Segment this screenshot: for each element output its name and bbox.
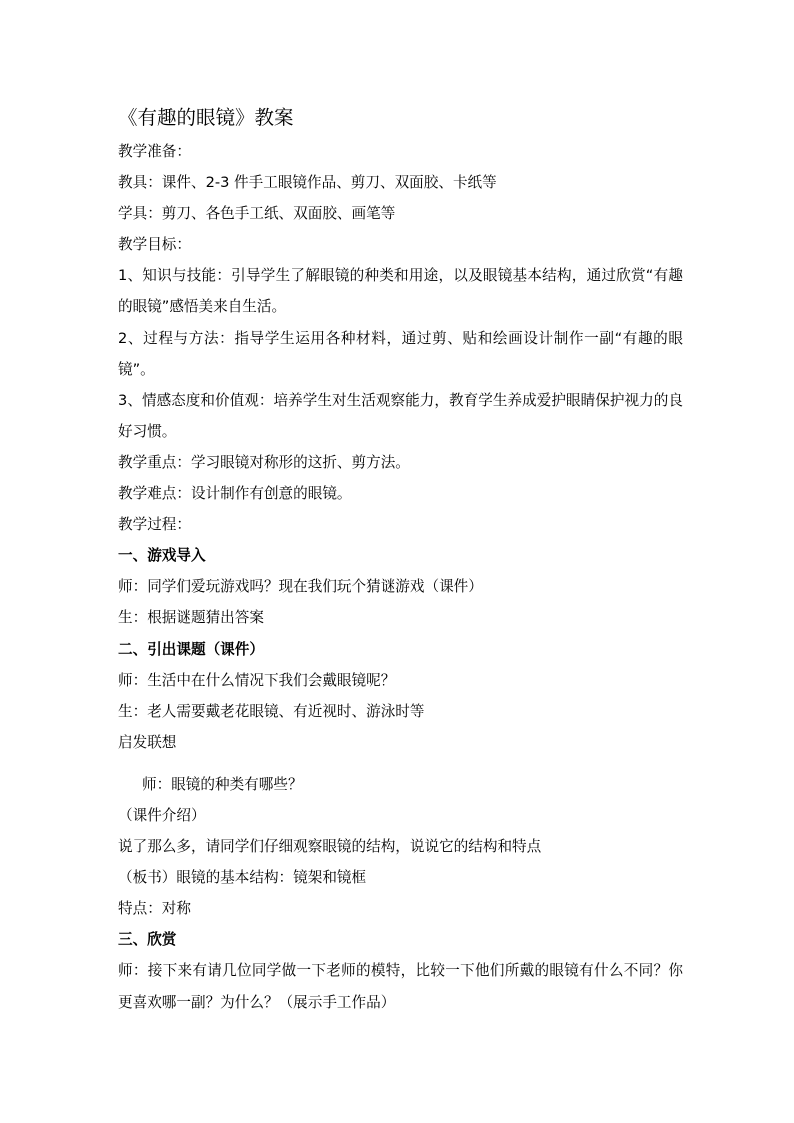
teacher-line-models: 师：接下来有请几位同学做一下老师的模特，比较一下他们所戴的眼镜有什么不同？你更喜欢哪一副？为什么？（展示手工作品） — [118, 962, 683, 1011]
heading-game-intro: 一、游戏导入 — [118, 547, 206, 565]
teaching-aids: 教具：课件、2-3 件手工眼镜作品、剪刀、双面胶、卡纸等 — [118, 174, 497, 192]
student-line-riddle: 生：根据谜题猜出答案 — [118, 609, 264, 627]
document-body — [118, 104, 683, 1018]
observe-structure: 说了那么多，请同学们仔细观察眼镜的结构，说说它的结构和特点 — [118, 838, 542, 856]
section-label-process: 教学过程： — [118, 516, 191, 534]
teaching-key-point: 教学重点：学习眼镜对称形的这折、剪方法。 — [118, 453, 410, 471]
teacher-line-types: 师：眼镜的种类有哪些？ — [142, 775, 303, 793]
objective-knowledge-skills: 1、知识与技能：引导学生了解眼镜的种类和用途，以及眼镜基本结构，通过欣赏“有趣的眼镜”感悟美来自生活。 — [118, 267, 683, 316]
feature-symmetry: 特点：对称 — [118, 900, 191, 918]
courseware-intro: （课件介绍） — [118, 806, 206, 824]
section-label-objectives: 教学目标： — [118, 236, 191, 254]
objective-process-method: 2、过程与方法：指导学生运用各种材料，通过剪、贴和绘画设计制作一副“有趣的眼镜”。 — [118, 329, 683, 378]
heading-introduce-topic: 二、引出课题（课件） — [118, 640, 264, 658]
student-materials: 学具：剪刀、各色手工纸、双面胶、画笔等 — [118, 205, 396, 223]
teacher-line-game: 师：同学们爱玩游戏吗？现在我们玩个猜谜游戏（课件） — [118, 578, 483, 596]
section-label-preparation: 教学准备： — [118, 143, 191, 160]
heading-appreciation: 三、欣赏 — [118, 931, 177, 949]
student-line-when-wear: 生：老人需要戴老花眼镜、有近视时、游泳时等 — [118, 702, 425, 720]
board-structure: （板书）眼镜的基本结构：镜架和镜框 — [118, 869, 367, 887]
document-title: 《有趣的眼镜》教案 — [118, 106, 294, 129]
teaching-difficulty: 教学难点：设计制作有创意的眼镜。 — [118, 485, 352, 503]
objective-attitude-values: 3、情感态度和价值观：培养学生对生活观察能力，教育学生养成爱护眼睛保护视力的良好习惯。 — [118, 391, 683, 440]
inspire-association: 启发联想 — [118, 733, 177, 751]
teacher-line-when-wear: 师：生活中在什么情况下我们会戴眼镜呢？ — [118, 671, 396, 689]
